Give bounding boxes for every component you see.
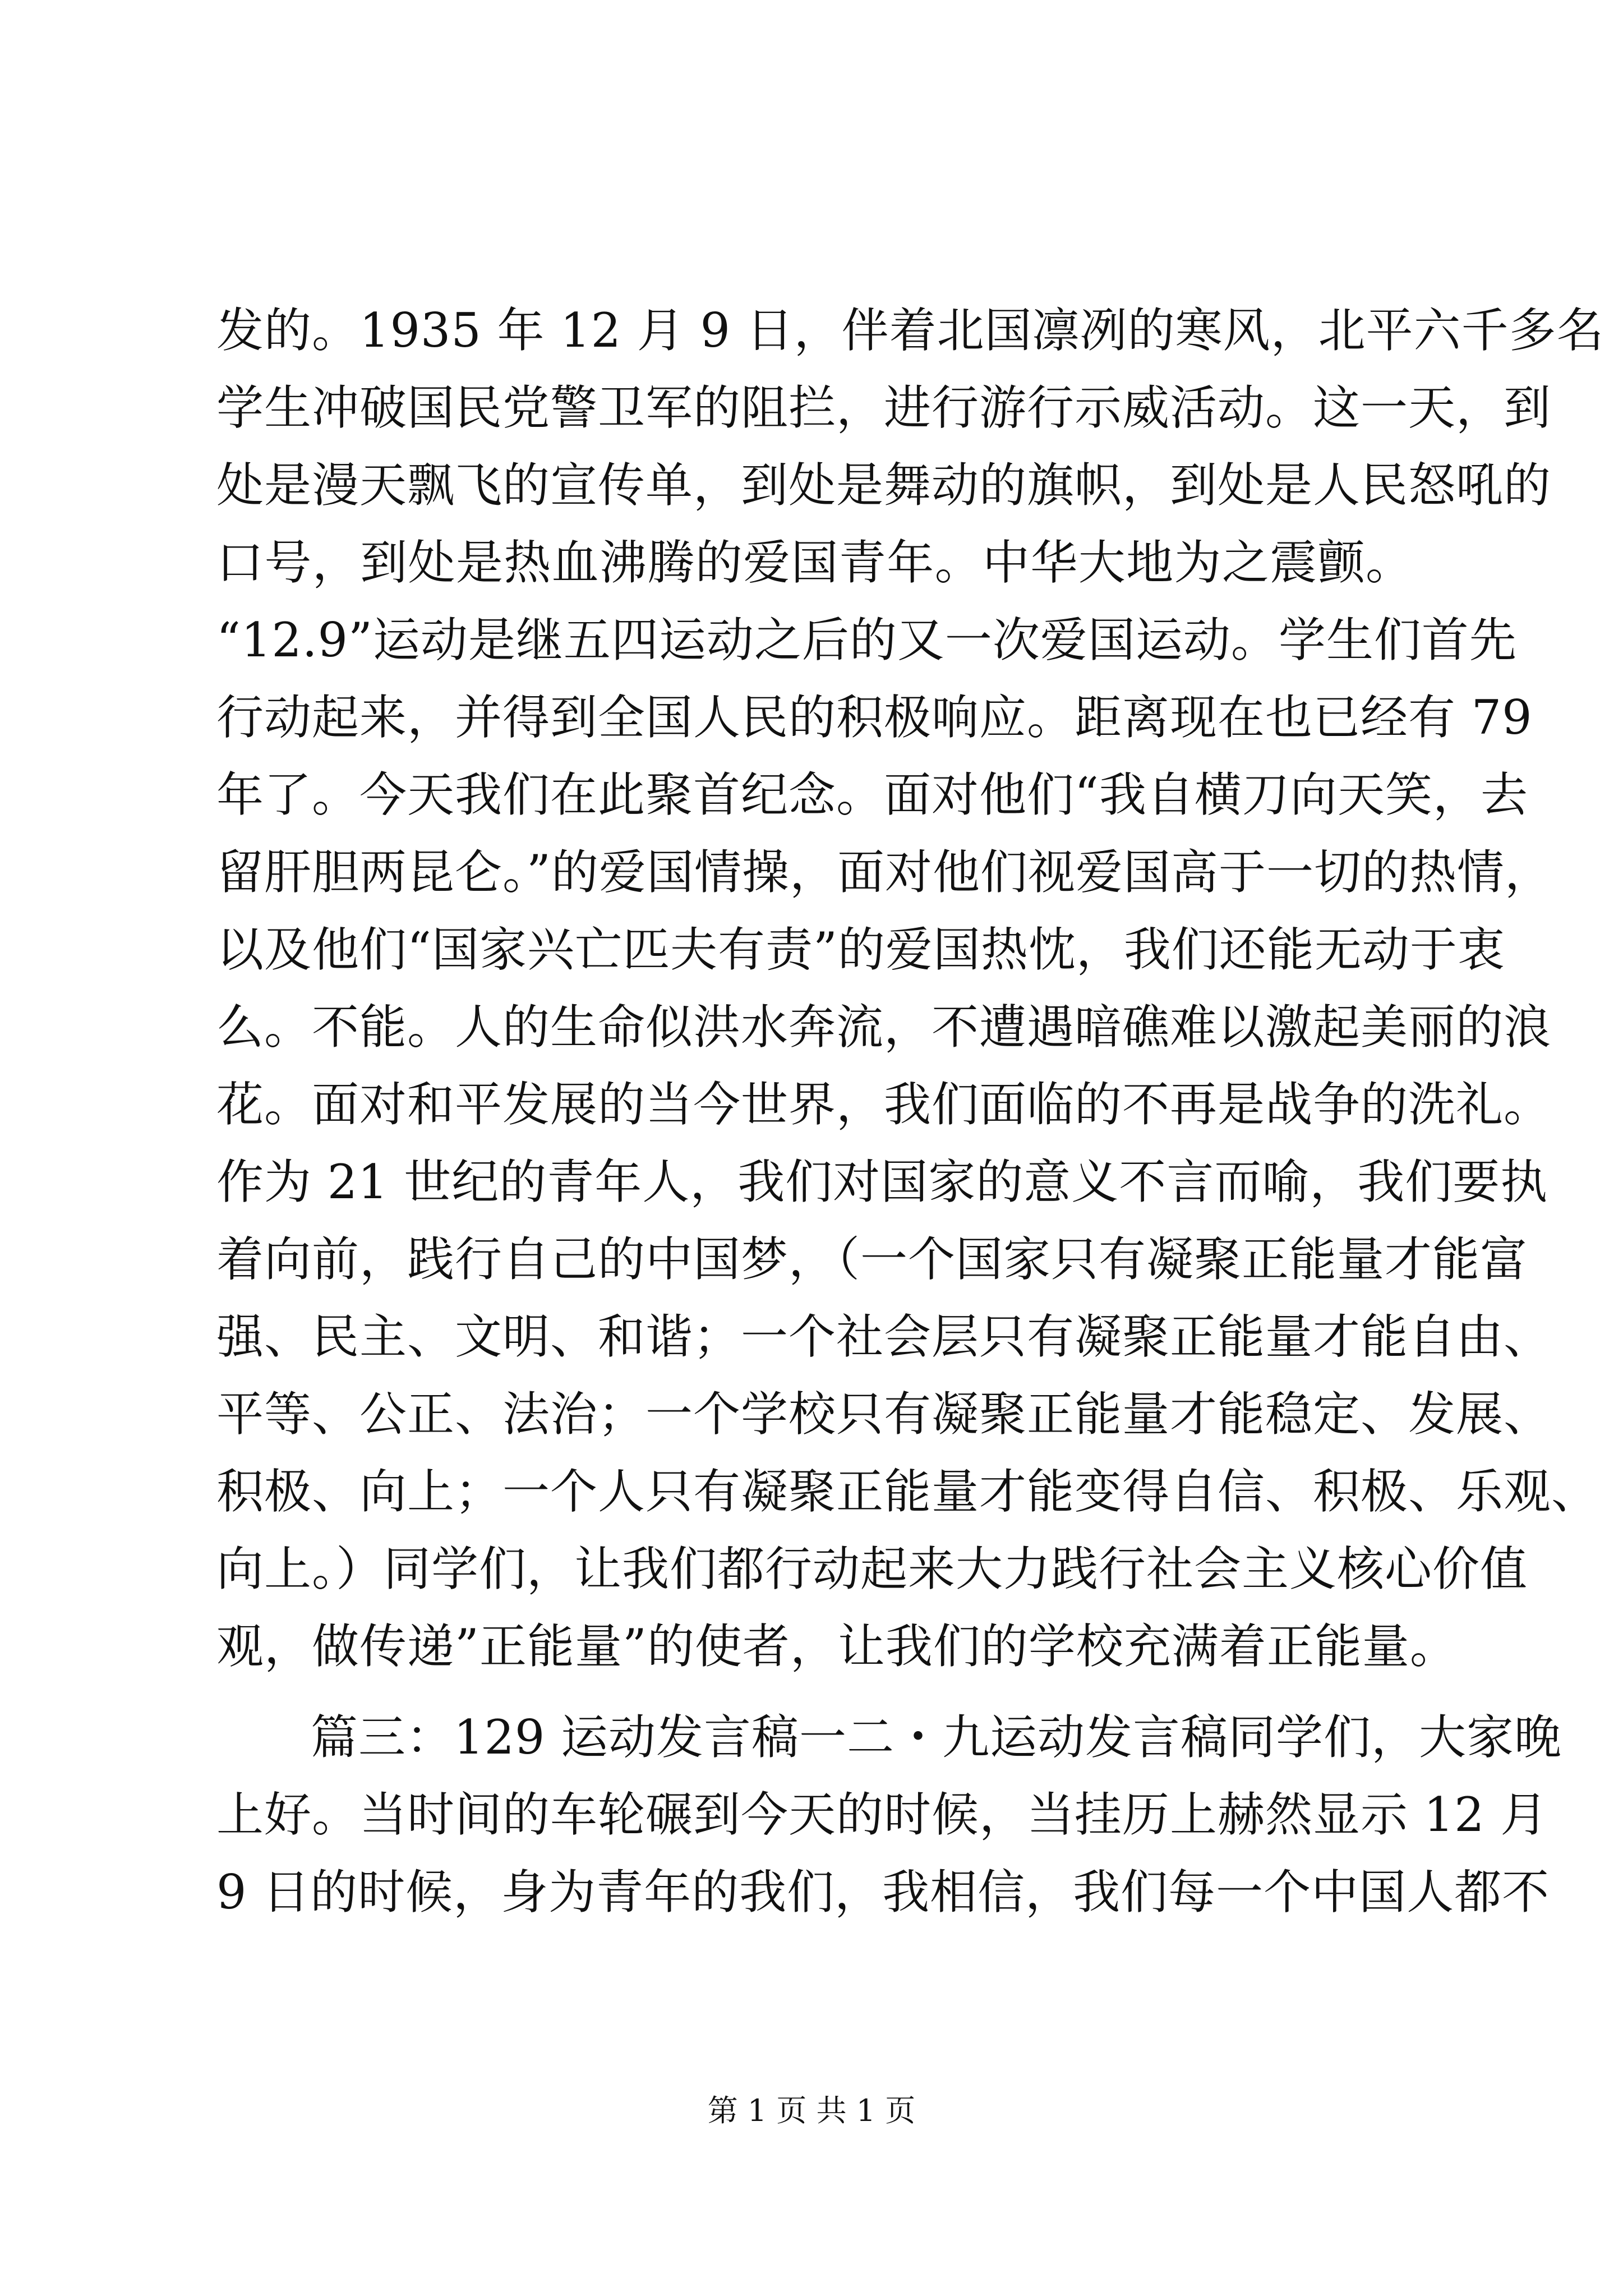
text-line: 篇三：129 运动发言稿一二・九运动发言稿同学们，大家晚 (311, 1710, 1562, 1765)
text-line: 留肝胆两昆仑。”的爱国情操，面对他们视爱国高于一切的热情， (216, 845, 1552, 900)
text-line: 着向前，践行自己的中国梦，（一个国家只有凝聚正能量才能富 (216, 1232, 1528, 1287)
text-line: 行动起来，并得到全国人民的积极响应。距离现在也已经有 79 (216, 690, 1533, 745)
text-line: 口号，到处是热血沸腾的爱国青年。中华大地为之震颤。 (216, 535, 1413, 590)
text-line: 发的。1935 年 12 月 9 日，伴着北国凛冽的寒风，北平六千多名 (216, 303, 1604, 358)
paragraph-2 (216, 1699, 1562, 1931)
text-line: 花。面对和平发展的当今世界，我们面临的不再是战争的洗礼。 (216, 1077, 1552, 1132)
page-number: 第 1 页 共 1 页 (707, 2093, 916, 2128)
text-line: 作为 21 世纪的青年人，我们对国家的意义不言而喻，我们要执 (216, 1154, 1548, 1209)
text-line: 年了。今天我们在此聚首纪念。面对他们“我自横刀向天笑，去 (216, 767, 1528, 822)
text-line: 向上。）同学们，让我们都行动起来大力践行社会主义核心价值 (216, 1542, 1528, 1596)
text-line: 9 日的时候，身为青年的我们，我相信，我们每一个中国人都不 (216, 1865, 1550, 1920)
page-footer (0, 2091, 1623, 2131)
text-line: 强、民主、文明、和谐；一个社会层只有凝聚正能量才能自由、 (216, 1309, 1552, 1364)
text-line: 学生冲破国民党警卫军的阻拦，进行游行示威活动。这一天，到 (216, 380, 1552, 435)
text-line: 平等、公正、法治；一个学校只有凝聚正能量才能稳定、发展、 (216, 1387, 1552, 1442)
paragraph-gap (216, 1685, 1413, 1699)
text-line: 观，做传递”正能量”的使者，让我们的学校充满着正能量。 (216, 1619, 1458, 1674)
text-line: 处是漫天飘飞的宣传单，到处是舞动的旗帜，到处是人民怒吼的 (216, 458, 1552, 513)
text-line: 以及他们“国家兴亡匹夫有责”的爱国热忱，我们还能无动于衷 (216, 922, 1505, 977)
text-line: 上好。当时间的车轮碾到今天的时候，当挂历上赫然显示 12 月 (216, 1787, 1548, 1842)
text-line: “12.9”运动是继五四运动之后的又一次爱国运动。学生们首先 (216, 613, 1517, 668)
text-line: 积极、向上；一个人只有凝聚正能量才能变得自信、积极、乐观、 (216, 1464, 1599, 1519)
body-text (216, 292, 1604, 1931)
paragraph-1 (216, 292, 1604, 1685)
text-line: 么。不能。人的生命似洪水奔流，不遭遇暗礁难以激起美丽的浪 (216, 1000, 1552, 1055)
